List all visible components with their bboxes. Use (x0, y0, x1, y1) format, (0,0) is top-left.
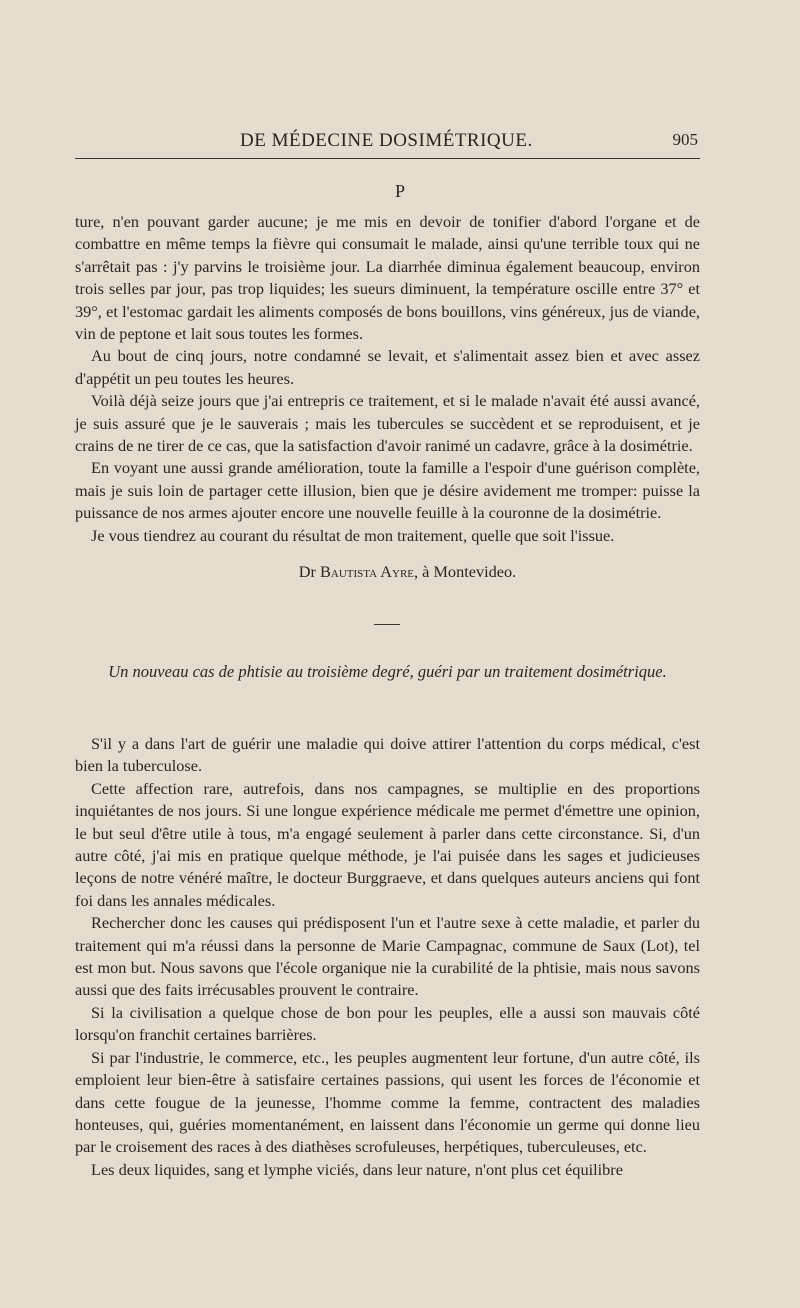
article-title: Un nouveau cas de phtisie au troisième degré, guéri par un traitement dosimétrique. (108, 662, 667, 681)
paragraph: Si par l'industrie, le commerce, etc., les peuples augmentent leur fortune, d'un autre côté, ils emploient leur bien-être à satisfaire certaines passions, qui usent les forces de l'économie et dans cette fougue de la jeunesse, l'homme comme la femme, contractent des maladies honteuses, qui, guéries momentanément, en laissent dans l'économie un germe qui donne lieu par le croisement des races à des diathèses scrofuleuses, herpétiques, tuberculeuses, etc. (75, 1047, 700, 1157)
paragraph: Je vous tiendrez au courant du résultat de mon traitement, quelle que soit l'issue. (91, 525, 615, 545)
paragraph: En voyant une aussi grande amélioration, toute la famille a l'espoir d'une guérison complète, mais je suis loin de partager cette illusion, bien que je désire avidement me tromper: puisse la puissance de nos armes ajouter encore une nouvelle feuille à la couronne de la dosimétrie. (75, 458, 700, 523)
paragraph: Au bout de cinq jours, notre condamné se levait, et s'alimentait assez bien et avec assez d'appétit un peu toutes les heures. (75, 346, 700, 388)
paragraph: ture, n'en pouvant garder aucune; je me mis en devoir de tonifier d'abord l'organe et de combattre en même temps la fièvre qui consumait le malade, ainsi qu'une terrible toux qui ne s'arrêtait pas : j'y parvins le troisième jour. La diarrhée diminua également beaucoup, environ trois selles par jour, pas trop liquides; les sueurs diminuent, la température oscille entre 37° et 39°, et l'estomac gardait les aliments composés de bons bouillons, vins généreux, jus de viande, vin de peptone et lait sous toutes les formes. (75, 212, 700, 344)
header-rule (75, 158, 700, 159)
article-body (75, 733, 700, 1181)
author-signature (75, 561, 700, 583)
paragraph: Voilà déjà seize jours que j'ai entrepris ce traitement, et si le malade n'avait été aussi avancé, je suis assuré que je le sauverais ; mais les tubercules se succèdent et se reproduisent, et je crains de ne tirer de ce cas, que la satisfaction d'avoir ranimé un cadavre, grâce à la dosimétrie. (75, 391, 700, 456)
signature-mark: P (394, 181, 405, 201)
signature-title: Dr (298, 562, 316, 581)
paragraph: Rechercher donc les causes qui prédisposent l'un et l'autre sexe à cette maladie, et parler du traitement qui m'a réussi dans la personne de Marie Campagnac, commune de Saux (Lot), tel est mon but. Nous savons que l'école organique nie la curabilité de la phtisie, mais nous savons aussi que des faits irrécusables prouvent le contraire. (75, 913, 700, 1000)
page-header (75, 130, 700, 156)
paragraph: Les deux liquides, sang et lymphe viciés, dans leur nature, n'ont plus cet équilibre (91, 1159, 623, 1179)
section-divider (374, 624, 400, 625)
paragraph: S'il y a dans l'art de guérir une maladie qui doive attirer l'attention du corps médical, c'est bien la tuberculose. (75, 734, 700, 776)
signature-place: à Montevideo. (422, 562, 517, 581)
letter-continuation (75, 211, 700, 547)
page-number: 905 (672, 130, 698, 149)
paragraph: Cette affection rare, autrefois, dans nos campagnes, se multiplie en des proportions inquiétantes de nos jours. Si une longue expérience médicale me permet d'émettre une opinion, le but seul d'être utile à tous, m'a engagé seulement à parler dans cette circonstance. Si, d'un autre côté, j'ai mis en pratique quelque méthode, je l'ai puisée dans les sages et judicieuses leçons de notre vénéré maître, le docteur Burggraeve, et dans quelques auteurs anciens qui font foi dans les annales médicales. (75, 778, 700, 910)
running-title: DE MÉDECINE DOSIMÉTRIQUE. (240, 130, 533, 151)
paragraph: Si la civilisation a quelque chose de bon pour les peuples, elle a aussi son mauvais côté lorsqu'on franchit certaines barrières. (75, 1002, 700, 1045)
signature-name: Bautista Ayre, (320, 562, 419, 581)
